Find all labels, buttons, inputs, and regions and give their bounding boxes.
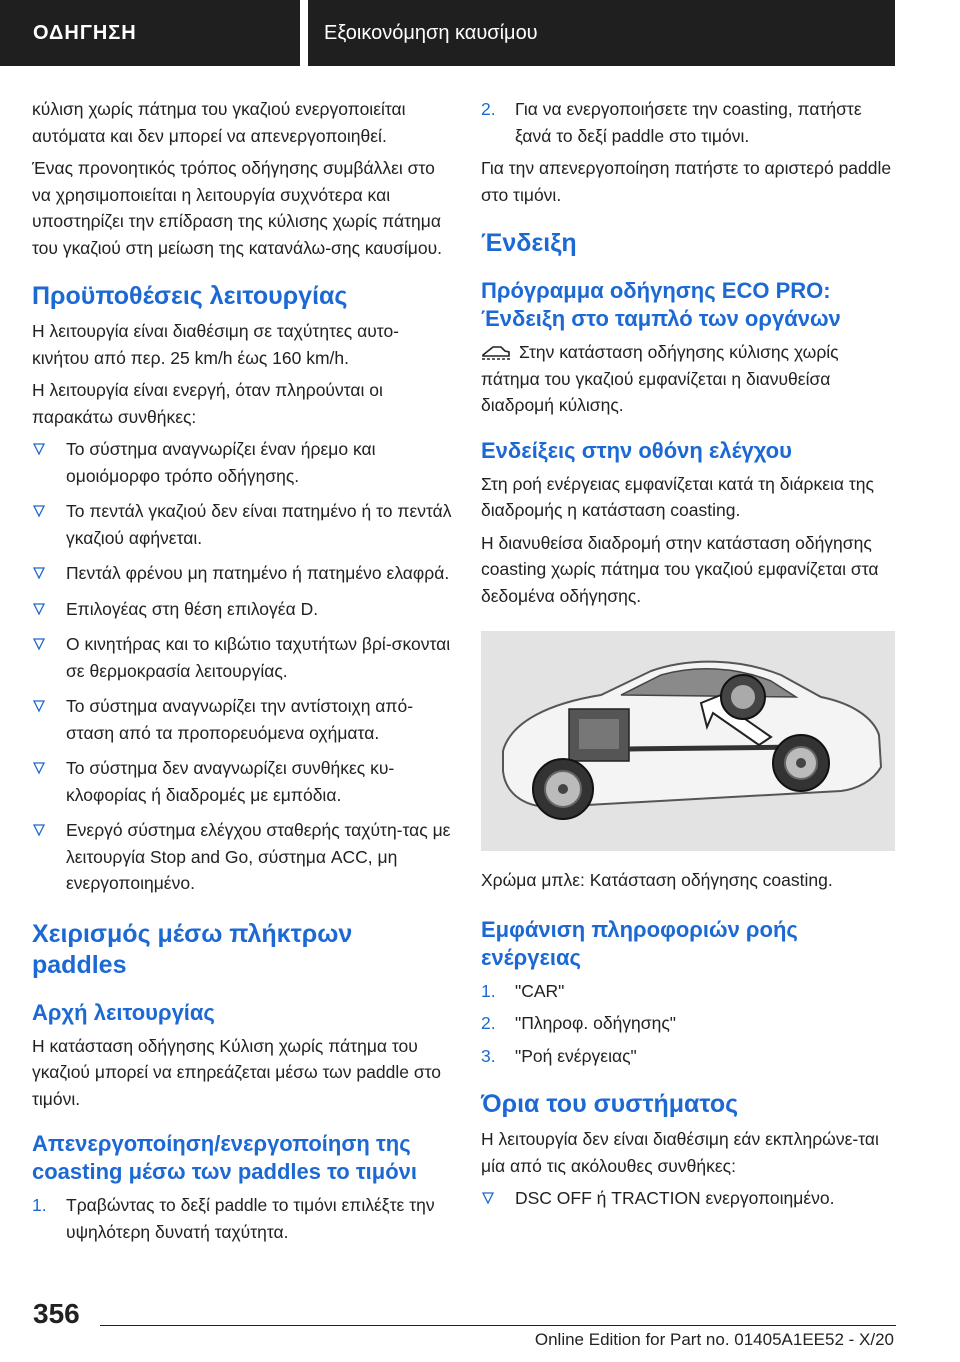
triangle-bullet-icon (32, 761, 46, 775)
triangle-bullet-icon (32, 442, 46, 456)
heading-principle: Αρχή λειτουργίας (32, 999, 215, 1025)
steps-list-right (481, 96, 901, 149)
list-item: Το σύστημα αναγνωρίζει έναν ήρεμο και ομοιόμορφο τρόπο οδήγησης. (32, 436, 452, 489)
heading-display: Ένδειξη (481, 229, 577, 257)
section-tab: ΟΔΗΓΗΣΗ (0, 0, 300, 66)
step-number: 1. (32, 1195, 47, 1215)
triangle-bullet-icon (32, 823, 46, 837)
principle-paragraph: Η κατάσταση οδήγησης Κύλιση χωρίς πάτημα του γκαζιού μπορεί να επηρεάζεται μέσω των paddle στο τιμόνι. (32, 1035, 442, 1109)
list-item: Το σύστημα αναγνωρίζει την αντίστοιχη από‐σταση από τα προπορευόμενα οχήματα. (32, 693, 452, 746)
triangle-bullet-icon (32, 637, 46, 651)
heading-prerequisites: Προϋποθέσεις λειτουργίας (32, 282, 348, 310)
list-item: 1. "CAR" (481, 978, 901, 1005)
heading-energy-flow: Εμφάνιση πληροφοριών ροής ενέργειας (481, 916, 798, 970)
list-item: Επιλογέας στη θέση επιλογέα D. (32, 596, 452, 623)
footer-edition: Online Edition for Part no. 01405A1EE52 - X/20 (534, 1330, 894, 1349)
step-number: 2. (481, 99, 496, 119)
intro-paragraph: κύλιση χωρίς πάτημα του γκαζιού ενεργοποιείται αυτόματα και δεν μπορεί να απενεργοποιηθεί. (32, 99, 406, 146)
right-column (481, 96, 901, 1221)
triangle-bullet-icon (32, 504, 46, 518)
list-item: 1. Τραβώντας το δεξί paddle το τιμόνι επιλέξτε την υψηλότερη δυνατή ταχύτητα. (32, 1192, 452, 1245)
step-number: 1. (481, 980, 496, 1001)
list-item: Ο κινητήρας και το κιβώτιο ταχυτήτων βρί‐σκονται σε θερμοκρασία λειτουργίας. (32, 631, 452, 684)
triangle-bullet-icon (32, 566, 46, 580)
tip-paragraph: Ένας προνοητικός τρόπος οδήγησης συμβάλλει στο να χρησιμοποιείται η λειτουργία συχνότερα και υποστηρίζει την επίδραση της κύλισης χωρίς πάτημα του γκαζιού στη μείωση της κατανάλω‐σης καυσίμου. (32, 158, 443, 258)
conditions-list (32, 436, 452, 897)
heading-toggle-coasting: Απενεργοποίηση/ενεργοποίηση της coasting μέσω των paddles το τιμόνι (32, 1131, 418, 1184)
limits-list (481, 1185, 901, 1212)
car-illustration-image (481, 631, 895, 851)
step-number: 2. (481, 1013, 496, 1033)
top-header-bar (0, 0, 960, 66)
heading-eco-pro: Πρόγραμμα οδήγησης ECO PRO: Ένδειξη στο ταμπλό των οργάνων (481, 278, 841, 331)
left-column (32, 96, 452, 1251)
figure-caption: Χρώμα μπλε: Κατάσταση οδήγησης coasting. (481, 870, 833, 890)
limits-paragraph: Η λειτουργία δεν είναι διαθέσιμη εάν εκπληρώνε‐ται μία από τις ακόλουθες συνθήκες: (481, 1129, 879, 1176)
list-item: 2. Για να ενεργοποιήσετε την coasting, πατήστε ξανά το δεξί paddle στο τιμόνι. (481, 96, 901, 149)
screen-paragraph-1: Στη ροή ενέργειας εμφανίζεται κατά τη διάρκεια της διαδρομής η κατάσταση coasting. (481, 473, 874, 520)
triangle-bullet-icon (32, 699, 46, 713)
conditions-intro: Η λειτουργία είναι ενεργή, όταν πληρούνται οι παρακάτω συνθήκες: (32, 380, 383, 427)
screen-paragraph-2: Η διανυθείσα διαδρομή στην κατάσταση οδήγησης coasting χωρίς πάτημα του γκαζιού εμφανίζεται στα δεδομένα οδήγησης. (481, 532, 879, 606)
heading-system-limits: Όρια του συστήματος (481, 1090, 739, 1118)
coasting-car-icon (481, 343, 511, 361)
step-number: 3. (481, 1045, 496, 1066)
page-number: 356 (33, 1298, 80, 1329)
heading-control-display: Ενδείξεις στην οθόνη ελέγχου (481, 437, 792, 463)
list-item: DSC OFF ή TRACTION ενεργοποιημένο. (481, 1185, 901, 1212)
list-item: 3. "Ροή ενέργειας" (481, 1043, 901, 1070)
footer-divider (100, 1325, 896, 1326)
list-item: Το σύστημα δεν αναγνωρίζει συνθήκες κυ‐κλοφορίας ή διαδρομές με εμπόδια. (32, 755, 452, 808)
steps-list-left (32, 1192, 452, 1245)
list-item: Το πεντάλ γκαζιού δεν είναι πατημένο ή το πεντάλ γκαζιού αφήνεται. (32, 498, 452, 551)
triangle-bullet-icon (32, 602, 46, 616)
menu-path-list (481, 978, 901, 1070)
heading-paddles: Χειρισμός μέσω πλήκτρων paddles (32, 919, 353, 979)
list-item: 2. "Πληροφ. οδήγησης" (481, 1010, 901, 1037)
triangle-bullet-icon (481, 1191, 495, 1205)
speed-range-paragraph: Η λειτουργία είναι διαθέσιμη σε ταχύτητες αυτο‐κινήτου από περ. 25 km/h έως 160 km/h. (32, 321, 400, 368)
deactivate-paragraph: Για την απενεργοποίηση πατήστε το αριστερό paddle στο τιμόνι. (481, 158, 892, 205)
chapter-tab: Εξοικονόμηση καυσίμου (308, 0, 895, 66)
list-item: Πεντάλ φρένου μη πατημένο ή πατημένο ελαφρά. (32, 560, 452, 587)
list-item: Ενεργό σύστημα ελέγχου σταθερής ταχύτη‐τας με λειτουργία Stop and Go, σύστημα ACC, μη ενεργοποιημένο. (32, 817, 452, 897)
car-coasting-illustration (481, 631, 895, 851)
eco-pro-paragraph: Στην κατάσταση οδήγησης κύλισης χωρίς πάτημα του γκαζιού εμφανίζεται η διανυθείσα διαδρομή κύλισης. (481, 342, 839, 415)
